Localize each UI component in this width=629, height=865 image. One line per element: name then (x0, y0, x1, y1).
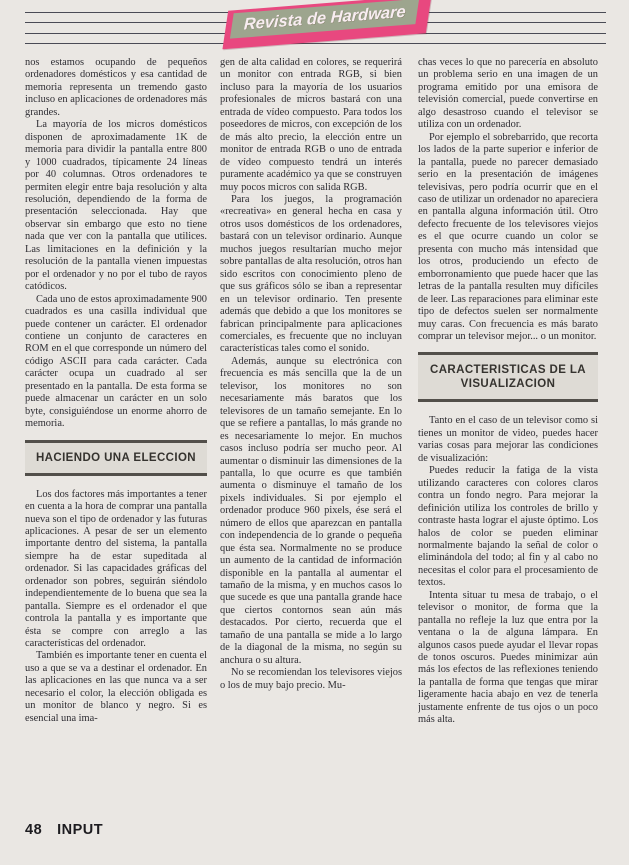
section-header-caracteristicas-visualizacion: CARACTERISTICAS DE LA VISUALIZACION (418, 352, 598, 402)
page-footer (25, 822, 103, 838)
paragraph: Además, aunque su electrónica con frecuencia es más sencilla que la de un televisor, los monitores no son necesariamente más baratos que los televisores de un tamaño semejante. En lo que se refiere a pantallas, lo más grande no es necesariamente lo mejor. En muchos casos incluso podría ser mucho peor. Al aumentar o disminuir las dimensiones de la pantalla, lo que ocurre es que también aumenta o disminuye el tamaño de los pixels individuales. Si por ejemplo el ordenador produce 960 pixels, ése será el número de ellos que aparezcan en pantalla con independencia de lo grande o pequeña que ésta sea. Normalmente no se produce un aumento de la cantidad de información disponible en la pantalla al aumentar el tamaño de la misma, y en muchos casos lo que sucede es que una pantalla grande hace que ciertos contornos sean aún más destacados. Por cierto, recuerda que el tamaño de una pantalla se mide a lo largo de la diagonal de la misma, no según su anchura o su altura. (220, 355, 402, 666)
paragraph: Puedes reducir la fatiga de la vista utilizando caracteres con colores claros contra un fondo negro. Para mejorar la definición utiliza los controles de brillo y contraste hasta lograr el ajuste óptimo. Los halos de color se pueden eliminar normalmente bajando la señal de color o eliminándola del todo; al fin y al cabo no necesitas el color para el procesamiento de textos. (418, 465, 598, 589)
paragraph: No se recomiendan los televisores viejos o los de muy bajo precio. Mu- (220, 667, 402, 691)
article-column-2 (220, 57, 402, 805)
paragraph: nos estamos ocupando de pequeños ordenadores domésticos y esa cantidad de memoria representa un tremendo gasto incluso en aplicaciones de ordenadores más grandes. (25, 57, 207, 118)
paragraph: Por ejemplo el sobrebarrido, que recorta los lados de la parte superior e inferior de la pantalla, puede no parecer demasiado serio en la presentación de imágenes televisivas, pero podría ocurrir que en el caso de utilizar un ordenador no apareciera en pantalla alguna información útil. Otro defecto frecuente de los televisores viejos es el que ocurre cuando un color se presenta con mucho más intensidad que los otros, produciendo un efecto de emborronamiento que puede hacer que las letras de la pantalla resulten muy difíciles de leer. Las reparaciones para eliminar este tipo de defectos suelen ser normalmente muy caras. Con frecuencia es más barato comprar un televisor mejor... o un monitor. (418, 131, 598, 342)
article-column-3 (418, 57, 598, 805)
paragraph: Tanto en el caso de un televisor como si tienes un monitor de video, puedes hacer varias cosas para mejorar las condiciones de visualización: (418, 415, 598, 464)
magazine-banner (222, 0, 431, 49)
paragraph: gen de alta calidad en colores, se requerirá un monitor con entrada RGB, si bien incluso para la mayoría de los usuarios profesionales de micros bastará con una entrada de vídeo compuesto. Para todos los poseedores de micros, con excepción de los de más alto precio, la elección entre un monitor de entrada RGB o uno de entrada de vídeo compuesto tendrá un interés puramente académico ya que se construyen muy pocos micros con salida RGB. (220, 57, 402, 193)
top-rule-4 (25, 43, 606, 44)
paragraph: chas veces lo que no parecería en absoluto un problema serio en una imagen de un programa emitido por una emisora de televisión comercial, puede convertirse en algo desastroso cuando el televisor se utiliza con un ordenador. (418, 57, 598, 131)
page-number: 48 (25, 822, 43, 838)
paragraph: La mayoría de los micros domésticos disponen de aproximadamente 1K de memoria para dividir la pantalla entre 800 y 1000 cuadrados, típicamente 24 líneas por 40 columnas. Otros ordenadores te permiten elegir entre baja resolución y alta resolución, dependiendo de la forma de presentación seleccionada. Hay que observar sin embargo que esto no tiene nada que ver con la pantalla que utilices. Las limitaciones en la definición y la resolución de la pantalla vienen impuestas por el ordenador y no por el tubo de rayos catódicos. (25, 119, 207, 293)
section-header-haciendo-una-eleccion: HACIENDO UNA ELECCION (25, 440, 207, 476)
paragraph: Intenta situar tu mesa de trabajo, o el televisor o monitor, de forma que la pantalla no refleje la luz que entra por la ventana o la de alguna lámpara. En algunos casos puede ayudar el llevar ropas de tonos oscuros. Puedes minimizar aún más los efectos de las reflexiones teniendo la pantalla de forma que tengas que mirar ligeramente hacia abajo en vez de tenerla justamente enfrente de tus ojos o un poco más alta. (418, 589, 598, 726)
magazine-name: INPUT (57, 822, 104, 838)
paragraph: Los dos factores más importantes a tener en cuenta a la hora de comprar una pantalla nueva son el tipo de ordenador y las futuras aplicaciones. A pesar de ser un elemento importante dentro del sistema, la pantalla siempre ha de estar supeditada al ordenador. Si las capacidades gráficas del ordenador son pobres, seguirán siéndolo independientemente de lo buena que sea la pantalla. Siempre es el ordenador el que controla la pantalla y es importante que ésta se compre con arreglo a las características del ordenador. (25, 488, 207, 650)
magazine-banner-title: Revista de Hardware (243, 2, 407, 34)
paragraph: Cada uno de estos aproximadamente 900 cuadrados es una casilla individual que puede contener un carácter. El ordenador contiene un conjunto de caracteres en ROM en el que corresponde un número del código ASCII para cada carácter. Cada carácter ocupa un cuadrado al ser presentado en la pantalla. De esta forma se puede almacenar un carácter en un solo byte, consiguiéndose un enorme ahorro de memoria. (25, 293, 207, 430)
magazine-banner-inner (230, 0, 420, 39)
article-column-1 (25, 57, 207, 805)
paragraph: Para los juegos, la programación «recreativa» en general hecha en casa y otros usos domésticos de los ordenadores, bastará con un televisor ordinario. Aunque muchos juegos resultarían mucho mejor sobre pantallas de alta resolución, otros han sido escritos con conocimiento pleno de que sus gráficos sólo se iban a representar en un televisor ordinario. Ten presente además que debido a que los monitores se fabrican principalmente para aplicaciones comerciales, es frecuente que no incluyan características tales como el sonido. (220, 193, 402, 355)
paragraph: También es importante tener en cuenta el uso a que se va a destinar el ordenador. En las aplicaciones en las que nunca va a ser necesario el color, la elección obligada es un monitor de blanco y negro. Si es esencial una ima- (25, 650, 207, 724)
